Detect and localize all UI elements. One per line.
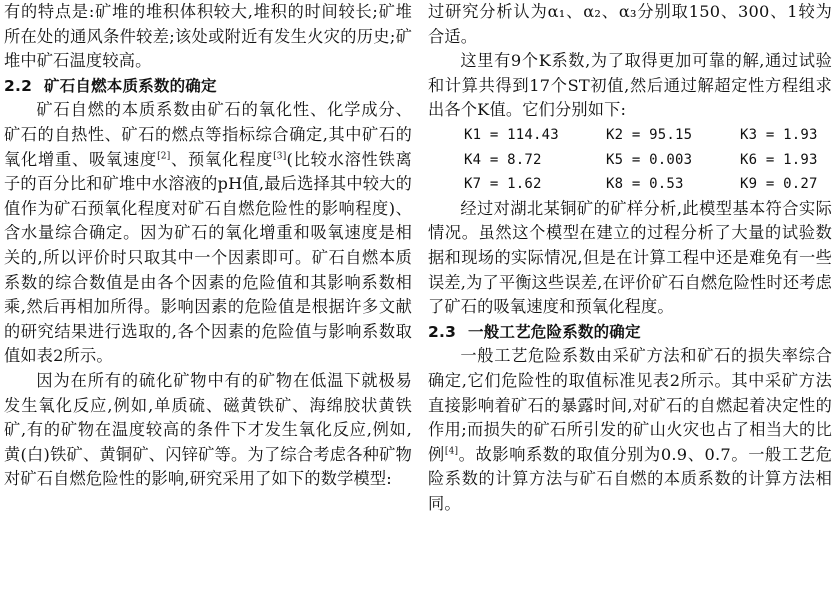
section-number: 2.2 — [4, 76, 33, 95]
left-column — [4, 0, 412, 492]
section-heading-2-2 — [4, 74, 412, 99]
k-value: K8 = 0.53 — [606, 176, 684, 193]
paragraph-model-validation: 经过对湖北某铜矿的矿样分析,此模型基本符合实际情况。虽然这个模型在建立的过程分析了大量的试验数据和现场的实际情况,但是在计算工程中还是难免有一些误差,为了平衡这些误差,在评价矿石自燃危险性时还考虑了矿石的吸氧速度和预氧化程度。 — [428, 198, 832, 317]
section-number: 2.3 — [428, 322, 457, 341]
paragraph-mine-pile-features: 有的特点是:矿堆的堆积体积较大,堆积的时间较长;矿堆所在处的通风条件较差;该处或附近有发生火灾的历史;矿堆中矿石温度较高。 — [4, 2, 412, 71]
right-column — [428, 0, 832, 516]
paragraph-process-coefficient — [428, 344, 832, 516]
k-value: K9 = 0.27 — [740, 176, 818, 193]
citation-4: [4] — [444, 446, 459, 457]
paragraph-k-coefficients: 这里有9个K系数,为了取得更加可靠的解,通过试验和计算共得到17个ST初值,然后通过解超定性方程组求出各个K值。它们分别如下: — [428, 51, 832, 120]
k-value: K1 = 114.43 — [464, 126, 559, 143]
k-value: K4 = 8.72 — [464, 151, 542, 168]
text-run: (比较水溶性铁离子的百分比和矿堆中水溶液的pH值,最后选择其中较大的值作为矿石预氧化程度对矿石自燃危险性的影响程度)、含水量综合确定。因为矿石的氧化增重和吸氧速度是相关的,所以评价时只取其中一个因素即可。矿石自燃本质系数的综合数值是由各个因素的危险值和其影响系数相乘,然后再相加所得。影响因素的危险值是根据许多文献的研究结果进行选取的,各个因素的危险值与影响系数取值如表2所示。 — [4, 149, 412, 366]
text-run: 矿石自燃的本质系数由矿石的氧化性、化学成分、矿石的自热性、矿石的燃点等指标综合确定,其中矿石的氧化增重、吸氧速度 — [4, 100, 412, 169]
k-value: K7 = 1.62 — [464, 176, 542, 193]
paragraph-alpha-values: 过研究分析认为α₁、α₂、α₃分别取150、300、1较为合适。 — [428, 2, 832, 46]
section-title: 矿石自燃本质系数的确定 — [44, 76, 217, 95]
section-title: 一般工艺危险系数的确定 — [468, 322, 641, 341]
paragraph-mineral-oxidation: 因为在所有的硫化矿物中有的矿物在低温下就极易发生氧化反应,例如,单质硫、磁黄铁矿、海绵胶状黄铁矿,有的矿物在温度较高的条件下才发生氧化反应,例如,黄(白)铁矿、黄铜矿、闪锌矿等。为了综合考虑各种矿物对矿石自燃危险性的影响,研究采用了如下的数学模型: — [4, 370, 412, 489]
text-run: 一般工艺危险系数由采矿方法和矿石的损失率综合确定,它们危险性的取值标准见表2所示。其中采矿方法直接影响着矿石的暴露时间,对矿石的自燃起着决定性的作用;而损失的矿石所引发的矿山火灾也占了相当大的比例 — [428, 346, 832, 464]
k-values-table — [428, 123, 832, 197]
k-value: K3 = 1.93 — [740, 126, 818, 143]
citation-3: [3] — [273, 151, 287, 162]
citation-2: [2] — [157, 151, 171, 162]
section-heading-2-3 — [428, 320, 832, 345]
paragraph-intrinsic-coefficient — [4, 98, 412, 369]
text-run: 。故影响系数的取值分别为0.9、0.7。一般工艺危险系数的计算方法与矿石自燃的本质系数的计算方法相同。 — [428, 444, 832, 513]
k-value: K2 = 95.15 — [606, 126, 693, 143]
k-value: K5 = 0.003 — [606, 151, 693, 168]
k-value: K6 = 1.93 — [740, 151, 818, 168]
text-run: 、预氧化程度 — [170, 149, 274, 169]
